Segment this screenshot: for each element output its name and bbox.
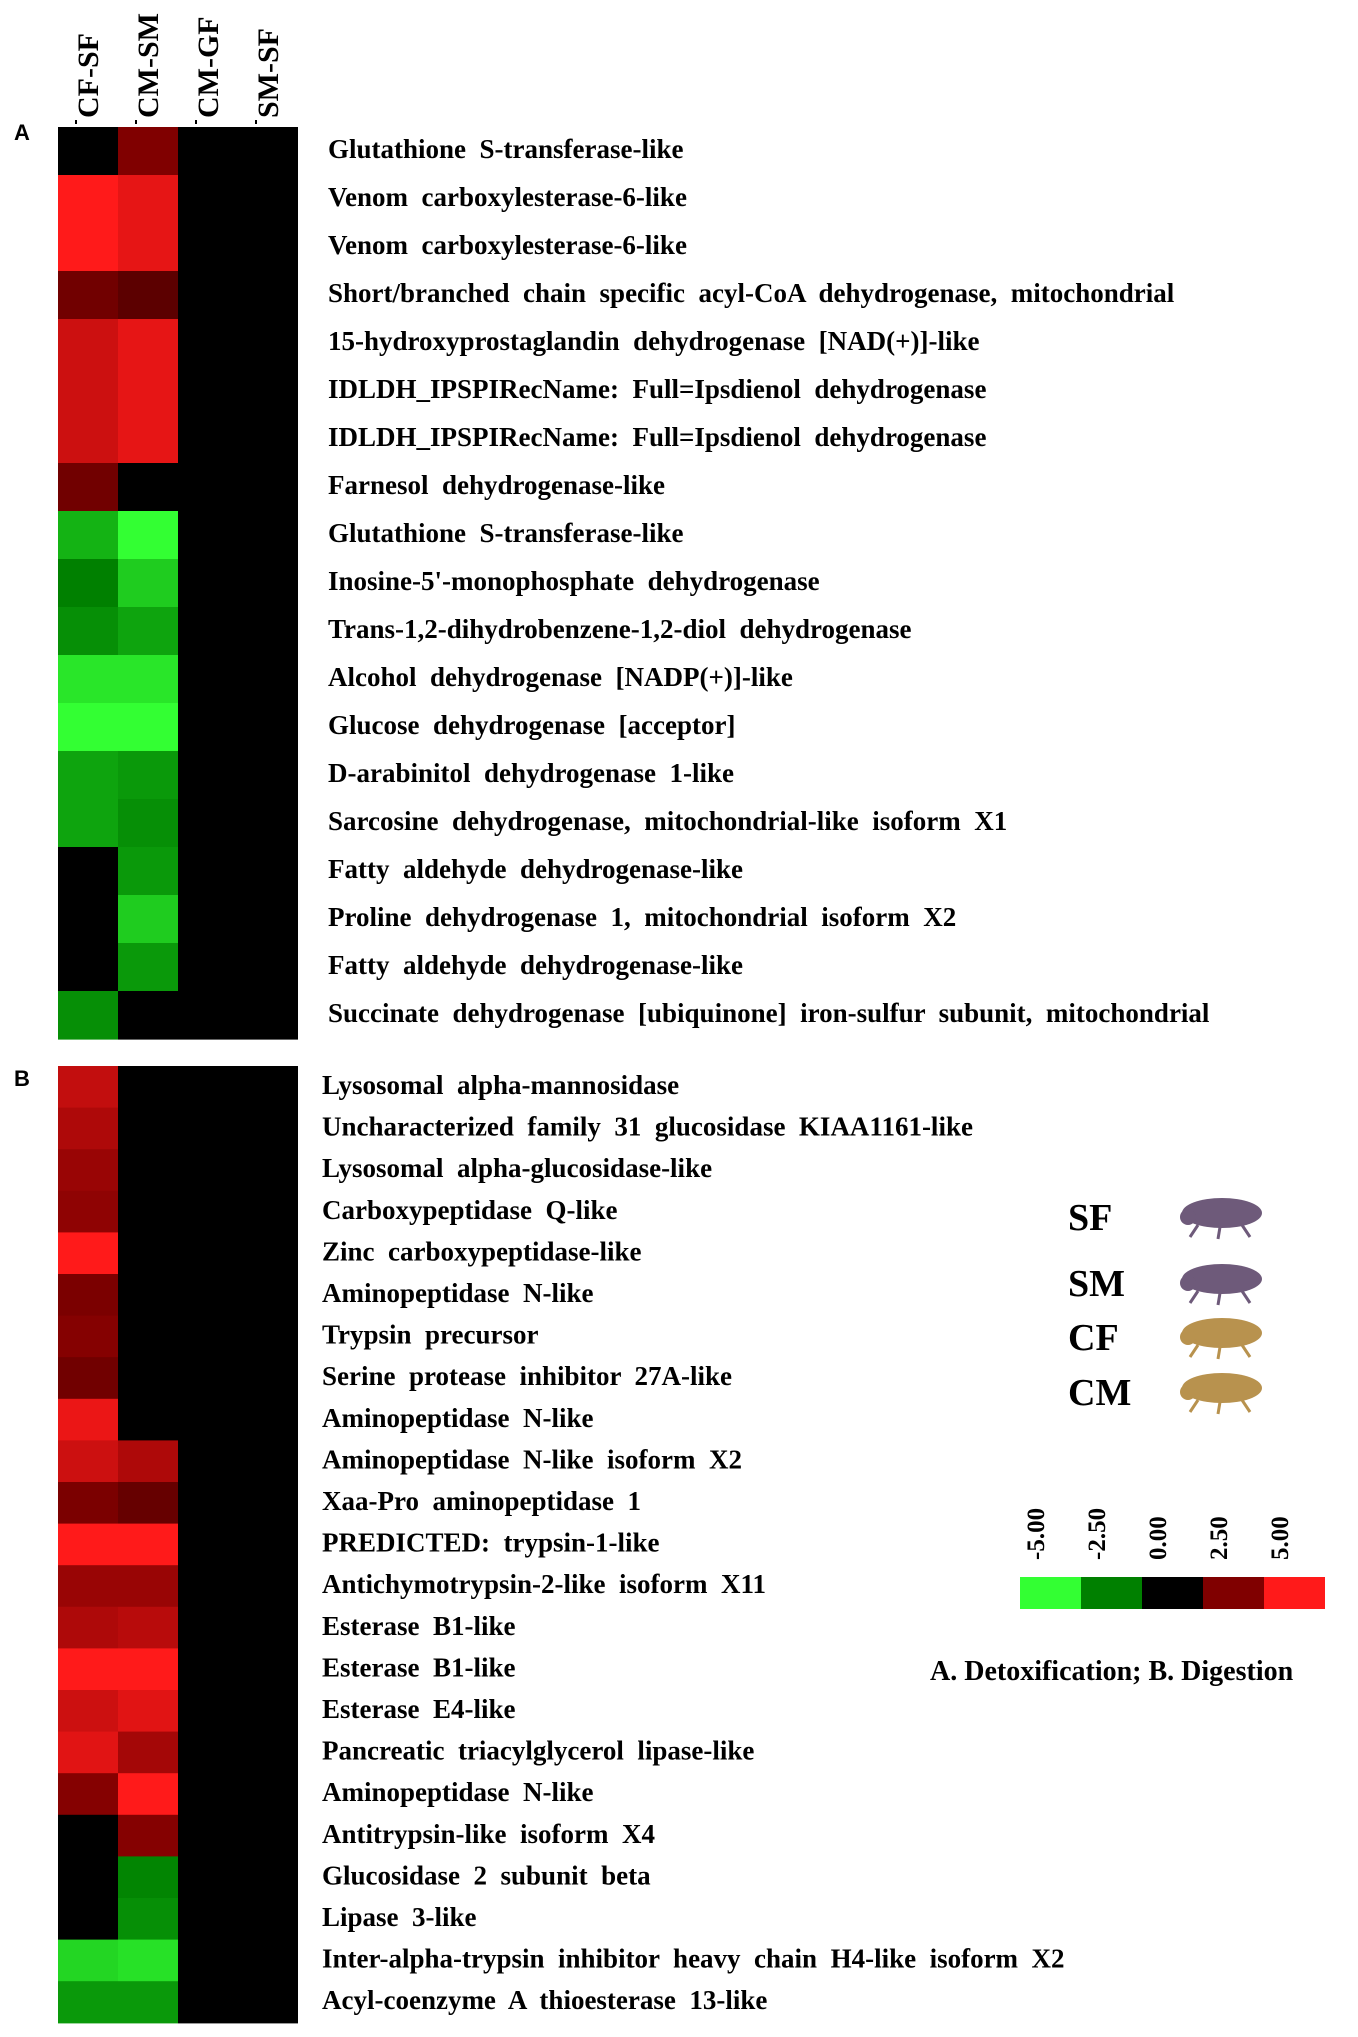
heatmap-cell-b-15-2 — [178, 1690, 238, 1732]
heatmap-cell-b-6-3 — [238, 1316, 298, 1358]
heatmap-cell-b-17-2 — [178, 1773, 238, 1815]
heatmap-cell-b-14-2 — [178, 1648, 238, 1690]
heatmap-cell-b-0-0 — [58, 1066, 118, 1108]
color-scale-legend — [1020, 1197, 1325, 1609]
heatmap-cell-a-18-3 — [238, 991, 298, 1040]
heatmap-cell-b-14-3 — [238, 1648, 298, 1690]
heatmap-cell-a-9-1 — [118, 559, 178, 608]
row-label-b-15: Esterase E4-like — [322, 1694, 516, 1724]
heatmap-cell-a-16-3 — [238, 895, 298, 944]
row-label-b-17: Aminopeptidase N-like — [322, 1777, 594, 1808]
heatmap-cell-a-15-1 — [118, 847, 178, 896]
heatmap-cell-a-13-0 — [58, 751, 118, 800]
sample-key-label-sf: SF — [1068, 1197, 1113, 1239]
row-label-a-10: Trans-1,2-dihydrobenzene-1,2-diol dehydrogenase — [328, 614, 912, 644]
row-label-b-16: Pancreatic triacylglycerol lipase-like — [322, 1735, 755, 1766]
heatmap-cell-a-8-1 — [118, 511, 178, 560]
heatmap-cell-b-20-0 — [58, 1898, 118, 1940]
heatmap-cell-b-1-0 — [58, 1108, 118, 1150]
sample-key-label-sm: SM — [1068, 1263, 1125, 1305]
heatmap-cell-b-10-3 — [238, 1482, 298, 1524]
heatmap-cell-a-11-3 — [238, 655, 298, 704]
column-label-3: SM-SF — [252, 28, 285, 118]
heatmap-cell-b-10-1 — [118, 1482, 178, 1524]
heatmap-cell-b-14-1 — [118, 1648, 178, 1690]
heatmap-cell-b-18-2 — [178, 1815, 238, 1857]
heatmap-cell-b-8-0 — [58, 1399, 118, 1441]
heatmap-cell-b-0-1 — [118, 1066, 178, 1108]
heatmap-cell-b-16-0 — [58, 1732, 118, 1774]
heatmap-cell-a-15-3 — [238, 847, 298, 896]
heatmap-cell-a-18-2 — [178, 991, 238, 1040]
heatmap-cell-b-6-0 — [58, 1316, 118, 1358]
heatmap-cell-b-15-3 — [238, 1690, 298, 1732]
heatmap-cell-a-1-0 — [58, 175, 118, 224]
heatmap-cell-a-6-1 — [118, 415, 178, 464]
heatmap-cell-b-7-2 — [178, 1357, 238, 1399]
heatmap-cell-b-1-2 — [178, 1108, 238, 1150]
column-label-2: CM-GF — [192, 16, 225, 118]
heatmap-cell-b-5-3 — [238, 1274, 298, 1316]
heatmap-cell-b-18-1 — [118, 1815, 178, 1857]
heatmap-cell-a-5-2 — [178, 367, 238, 416]
row-label-a-18: Succinate dehydrogenase [ubiquinone] iron-sulfur subunit, mitochondrial — [328, 998, 1210, 1028]
heatmap-cell-b-22-3 — [238, 1981, 298, 2023]
heatmap-cell-b-2-1 — [118, 1149, 178, 1191]
heatmap-cell-b-22-0 — [58, 1981, 118, 2023]
heatmap-cell-a-0-1 — [118, 127, 178, 176]
heatmap-cell-a-17-1 — [118, 943, 178, 992]
column-labels — [72, 13, 285, 124]
heatmap-cell-a-13-1 — [118, 751, 178, 800]
heatmap-cell-b-5-0 — [58, 1274, 118, 1316]
heatmap-cell-b-3-1 — [118, 1191, 178, 1233]
row-label-a-9: Inosine-5'-monophosphate dehydrogenase — [328, 566, 820, 596]
row-label-a-4: 15-hydroxyprostaglandin dehydrogenase [NAD(+)]-like — [328, 326, 980, 356]
heatmap-cell-b-12-3 — [238, 1565, 298, 1607]
heatmap-cell-b-17-0 — [58, 1773, 118, 1815]
row-label-b-9: Aminopeptidase N-like isoform X2 — [322, 1444, 742, 1475]
row-label-b-3: Carboxypeptidase Q-like — [322, 1194, 618, 1225]
heatmap-cell-b-8-1 — [118, 1399, 178, 1441]
heatmap-cell-a-5-0 — [58, 367, 118, 416]
heatmap-cell-a-16-0 — [58, 895, 118, 944]
colorbar-tick-3: 2.50 — [1206, 1516, 1233, 1560]
heatmap-cell-a-5-1 — [118, 367, 178, 416]
heatmap-cell-b-21-2 — [178, 1940, 238, 1982]
heatmap-cell-b-0-2 — [178, 1066, 238, 1108]
row-label-b-10: Xaa-Pro aminopeptidase 1 — [322, 1486, 642, 1516]
heatmap-cell-b-22-1 — [118, 1981, 178, 2023]
heatmap-cell-a-2-1 — [118, 223, 178, 272]
heatmap-cell-a-4-0 — [58, 319, 118, 368]
heatmap-cell-b-12-1 — [118, 1565, 178, 1607]
heatmap-cell-b-5-2 — [178, 1274, 238, 1316]
heatmap-cell-a-12-0 — [58, 703, 118, 752]
heatmap-cell-a-2-2 — [178, 223, 238, 272]
heatmap-cell-a-11-1 — [118, 655, 178, 704]
heatmap-cell-a-14-2 — [178, 799, 238, 848]
row-label-b-8: Aminopeptidase N-like — [322, 1402, 594, 1433]
light-beetle-icon — [1180, 1373, 1262, 1414]
dark-beetle-icon — [1180, 1264, 1262, 1305]
heatmap-cell-b-14-0 — [58, 1648, 118, 1690]
colorbar-segment-3 — [1203, 1577, 1264, 1609]
heatmap-cell-b-5-1 — [118, 1274, 178, 1316]
heatmap-cell-a-15-2 — [178, 847, 238, 896]
panel-letter-b: B — [14, 1066, 30, 1091]
heatmap-cell-a-8-0 — [58, 511, 118, 560]
heatmap-cell-a-14-1 — [118, 799, 178, 848]
heatmap-cell-b-8-3 — [238, 1399, 298, 1441]
heatmap-cell-b-7-1 — [118, 1357, 178, 1399]
heatmap-cell-a-16-2 — [178, 895, 238, 944]
row-label-a-6: IDLDH_IPSPIRecName: Full=Ipsdienol dehydrogenase — [328, 422, 987, 452]
heatmap-cell-a-2-0 — [58, 223, 118, 272]
heatmap-cell-a-14-0 — [58, 799, 118, 848]
heatmap-cell-b-11-1 — [118, 1524, 178, 1566]
row-label-b-4: Zinc carboxypeptidase-like — [322, 1236, 642, 1267]
heatmap-cell-b-18-3 — [238, 1815, 298, 1857]
heatmap-cell-a-14-3 — [238, 799, 298, 848]
column-label-1: CM-SM — [132, 13, 165, 118]
heatmap-cell-a-1-3 — [238, 175, 298, 224]
heatmap-cell-a-6-0 — [58, 415, 118, 464]
row-label-b-22: Acyl-coenzyme A thioesterase 13-like — [322, 1985, 768, 2016]
sample-key-label-cm: CM — [1068, 1372, 1132, 1414]
heatmap-cell-b-8-2 — [178, 1399, 238, 1441]
row-label-b-6: Trypsin precursor — [322, 1319, 539, 1350]
row-label-b-20: Lipase 3-like — [322, 1902, 477, 1932]
row-label-a-16: Proline dehydrogenase 1, mitochondrial isoform X2 — [328, 902, 957, 932]
heatmap-cell-b-6-2 — [178, 1316, 238, 1358]
heatmap-cell-b-9-2 — [178, 1440, 238, 1482]
heatmap-cell-a-11-2 — [178, 655, 238, 704]
heatmap-cell-a-10-2 — [178, 607, 238, 656]
heatmap-cell-a-4-1 — [118, 319, 178, 368]
heatmap-cell-a-7-0 — [58, 463, 118, 512]
heatmap-cell-a-6-2 — [178, 415, 238, 464]
heatmap-cell-b-19-3 — [238, 1856, 298, 1898]
heatmap-cell-a-8-3 — [238, 511, 298, 560]
row-label-a-2: Venom carboxylesterase-6-like — [328, 230, 687, 260]
heatmap-cell-b-11-3 — [238, 1524, 298, 1566]
heatmap-cell-a-18-1 — [118, 991, 178, 1040]
heatmap-cell-a-12-2 — [178, 703, 238, 752]
heatmap-cell-b-19-1 — [118, 1856, 178, 1898]
panel-b-heatmap — [58, 1066, 1065, 2023]
row-label-a-17: Fatty aldehyde dehydrogenase-like — [328, 950, 744, 980]
heatmap-cell-b-19-2 — [178, 1856, 238, 1898]
heatmap-cell-b-11-0 — [58, 1524, 118, 1566]
row-label-b-2: Lysosomal alpha-glucosidase-like — [322, 1153, 713, 1184]
row-label-a-15: Fatty aldehyde dehydrogenase-like — [328, 854, 744, 884]
heatmap-cell-b-18-0 — [58, 1815, 118, 1857]
row-label-a-12: Glucose dehydrogenase [acceptor] — [328, 710, 736, 740]
heatmap-cell-a-0-0 — [58, 127, 118, 176]
heatmap-cell-a-17-2 — [178, 943, 238, 992]
heatmap-cell-b-16-1 — [118, 1732, 178, 1774]
heatmap-cell-a-12-3 — [238, 703, 298, 752]
row-label-a-7: Farnesol dehydrogenase-like — [328, 470, 665, 500]
dark-beetle-icon — [1180, 1198, 1262, 1239]
heatmap-cell-b-4-3 — [238, 1232, 298, 1274]
heatmap-cell-b-9-3 — [238, 1440, 298, 1482]
heatmap-cell-a-3-0 — [58, 271, 118, 320]
sample-key-label-cf: CF — [1068, 1317, 1119, 1359]
colorbar-tick-2: 0.00 — [1145, 1516, 1172, 1560]
heatmap-cell-a-4-2 — [178, 319, 238, 368]
row-label-b-12: Antichymotrypsin-2-like isoform X11 — [322, 1569, 766, 1600]
heatmap-cell-b-0-3 — [238, 1066, 298, 1108]
heatmap-cell-a-3-2 — [178, 271, 238, 320]
heatmap-cell-b-6-1 — [118, 1316, 178, 1358]
heatmap-cell-b-13-3 — [238, 1607, 298, 1649]
row-label-a-8: Glutathione S-transferase-like — [328, 518, 684, 548]
row-label-b-1: Uncharacterized family 31 glucosidase KIAA1161-like — [322, 1111, 973, 1142]
heatmap-cell-a-9-3 — [238, 559, 298, 608]
heatmap-cell-b-22-2 — [178, 1981, 238, 2023]
heatmap-cell-a-3-3 — [238, 271, 298, 320]
row-label-a-5: IDLDH_IPSPIRecName: Full=Ipsdienol dehydrogenase — [328, 374, 987, 404]
heatmap-cell-b-1-1 — [118, 1108, 178, 1150]
row-label-b-5: Aminopeptidase N-like — [322, 1278, 594, 1308]
heatmap-cell-a-12-1 — [118, 703, 178, 752]
heatmap-cell-b-10-0 — [58, 1482, 118, 1524]
heatmap-cell-b-21-3 — [238, 1940, 298, 1982]
column-label-0: CF-SF — [72, 33, 105, 118]
heatmap-cell-b-10-2 — [178, 1482, 238, 1524]
colorbar-tick-0: -5.00 — [1023, 1507, 1050, 1560]
heatmap-cell-b-9-0 — [58, 1440, 118, 1482]
colorbar-tick-4: 5.00 — [1267, 1516, 1294, 1560]
row-label-b-7: Serine protease inhibitor 27A-like — [322, 1361, 732, 1392]
heatmap-cell-a-9-0 — [58, 559, 118, 608]
heatmap-cell-b-12-2 — [178, 1565, 238, 1607]
heatmap-cell-b-7-0 — [58, 1357, 118, 1399]
heatmap-cell-a-8-2 — [178, 511, 238, 560]
heatmap-cell-a-9-2 — [178, 559, 238, 608]
row-label-a-14: Sarcosine dehydrogenase, mitochondrial-like isoform X1 — [328, 806, 1008, 836]
row-label-b-18: Antitrypsin-like isoform X4 — [322, 1818, 655, 1849]
heatmap-cell-a-1-2 — [178, 175, 238, 224]
heatmap-cell-b-21-1 — [118, 1940, 178, 1982]
heatmap-cell-b-13-0 — [58, 1607, 118, 1649]
heatmap-cell-b-17-1 — [118, 1773, 178, 1815]
heatmap-cell-a-17-3 — [238, 943, 298, 992]
heatmap-cell-a-7-1 — [118, 463, 178, 512]
heatmap-cell-b-7-3 — [238, 1357, 298, 1399]
heatmap-cell-b-3-2 — [178, 1191, 238, 1233]
heatmap-cell-a-5-3 — [238, 367, 298, 416]
light-beetle-icon — [1180, 1318, 1262, 1359]
heatmap-cell-a-2-3 — [238, 223, 298, 272]
heatmap-cell-a-10-3 — [238, 607, 298, 656]
row-label-b-13: Esterase B1-like — [322, 1610, 516, 1641]
colorbar-segment-2 — [1142, 1577, 1203, 1609]
heatmap-cell-b-20-3 — [238, 1898, 298, 1940]
heatmap-cell-b-15-0 — [58, 1690, 118, 1732]
row-label-a-1: Venom carboxylesterase-6-like — [328, 182, 687, 212]
caption: A. Detoxification; B. Digestion — [930, 1656, 1294, 1687]
heatmap-cell-a-7-2 — [178, 463, 238, 512]
heatmap-cell-b-11-2 — [178, 1524, 238, 1566]
panel-a-heatmap — [58, 127, 1210, 1040]
heatmap-cell-b-20-2 — [178, 1898, 238, 1940]
row-label-a-13: D-arabinitol dehydrogenase 1-like — [328, 758, 735, 788]
heatmap-cell-b-16-2 — [178, 1732, 238, 1774]
row-label-a-11: Alcohol dehydrogenase [NADP(+)]-like — [328, 662, 793, 692]
heatmap-cell-b-19-0 — [58, 1856, 118, 1898]
colorbar-tick-1: -2.50 — [1084, 1507, 1111, 1560]
row-label-b-14: Esterase B1-like — [322, 1652, 516, 1683]
heatmap-cell-b-13-1 — [118, 1607, 178, 1649]
heatmap-cell-b-2-0 — [58, 1149, 118, 1191]
heatmap-cell-a-10-1 — [118, 607, 178, 656]
heatmap-cell-b-17-3 — [238, 1773, 298, 1815]
heatmap-cell-a-0-3 — [238, 127, 298, 176]
colorbar-segment-4 — [1264, 1577, 1325, 1609]
colorbar-segment-0 — [1020, 1577, 1081, 1609]
row-label-b-19: Glucosidase 2 subunit beta — [322, 1860, 651, 1891]
row-label-b-21: Inter-alpha-trypsin inhibitor heavy chain H4-like isoform X2 — [322, 1943, 1065, 1974]
row-label-a-0: Glutathione S-transferase-like — [328, 134, 684, 164]
heatmap-cell-b-9-1 — [118, 1440, 178, 1482]
heatmap-cell-a-13-3 — [238, 751, 298, 800]
heatmap-cell-b-12-0 — [58, 1565, 118, 1607]
colorbar-segment-1 — [1081, 1577, 1142, 1609]
heatmap-cell-a-6-3 — [238, 415, 298, 464]
row-label-b-11: PREDICTED: trypsin-1-like — [322, 1527, 660, 1558]
heatmap-cell-a-1-1 — [118, 175, 178, 224]
heatmap-cell-a-7-3 — [238, 463, 298, 512]
heatmap-cell-b-3-3 — [238, 1191, 298, 1233]
heatmap-cell-b-4-2 — [178, 1232, 238, 1274]
heatmap-cell-a-11-0 — [58, 655, 118, 704]
heatmap-cell-a-17-0 — [58, 943, 118, 992]
heatmap-cell-b-15-1 — [118, 1690, 178, 1732]
heatmap-cell-a-15-0 — [58, 847, 118, 896]
heatmap-cell-b-16-3 — [238, 1732, 298, 1774]
heatmap-cell-a-4-3 — [238, 319, 298, 368]
heatmap-cell-b-4-0 — [58, 1232, 118, 1274]
heatmap-cell-b-3-0 — [58, 1191, 118, 1233]
heatmap-cell-b-21-0 — [58, 1940, 118, 1982]
row-label-b-0: Lysosomal alpha-mannosidase — [322, 1070, 680, 1100]
heatmap-cell-a-10-0 — [58, 607, 118, 656]
heatmap-cell-b-2-2 — [178, 1149, 238, 1191]
heatmap-cell-b-1-3 — [238, 1108, 298, 1150]
heatmap-cell-b-20-1 — [118, 1898, 178, 1940]
heatmap-cell-b-4-1 — [118, 1232, 178, 1274]
heatmap-cell-b-2-3 — [238, 1149, 298, 1191]
heatmap-cell-a-13-2 — [178, 751, 238, 800]
heatmap-cell-a-0-2 — [178, 127, 238, 176]
row-label-a-3: Short/branched chain specific acyl-CoA dehydrogenase, mitochondrial — [328, 278, 1175, 308]
heatmap-cell-a-3-1 — [118, 271, 178, 320]
heatmap-cell-a-18-0 — [58, 991, 118, 1040]
heatmap-cell-b-13-2 — [178, 1607, 238, 1649]
panel-letter-a: A — [14, 120, 30, 145]
heatmap-cell-a-16-1 — [118, 895, 178, 944]
